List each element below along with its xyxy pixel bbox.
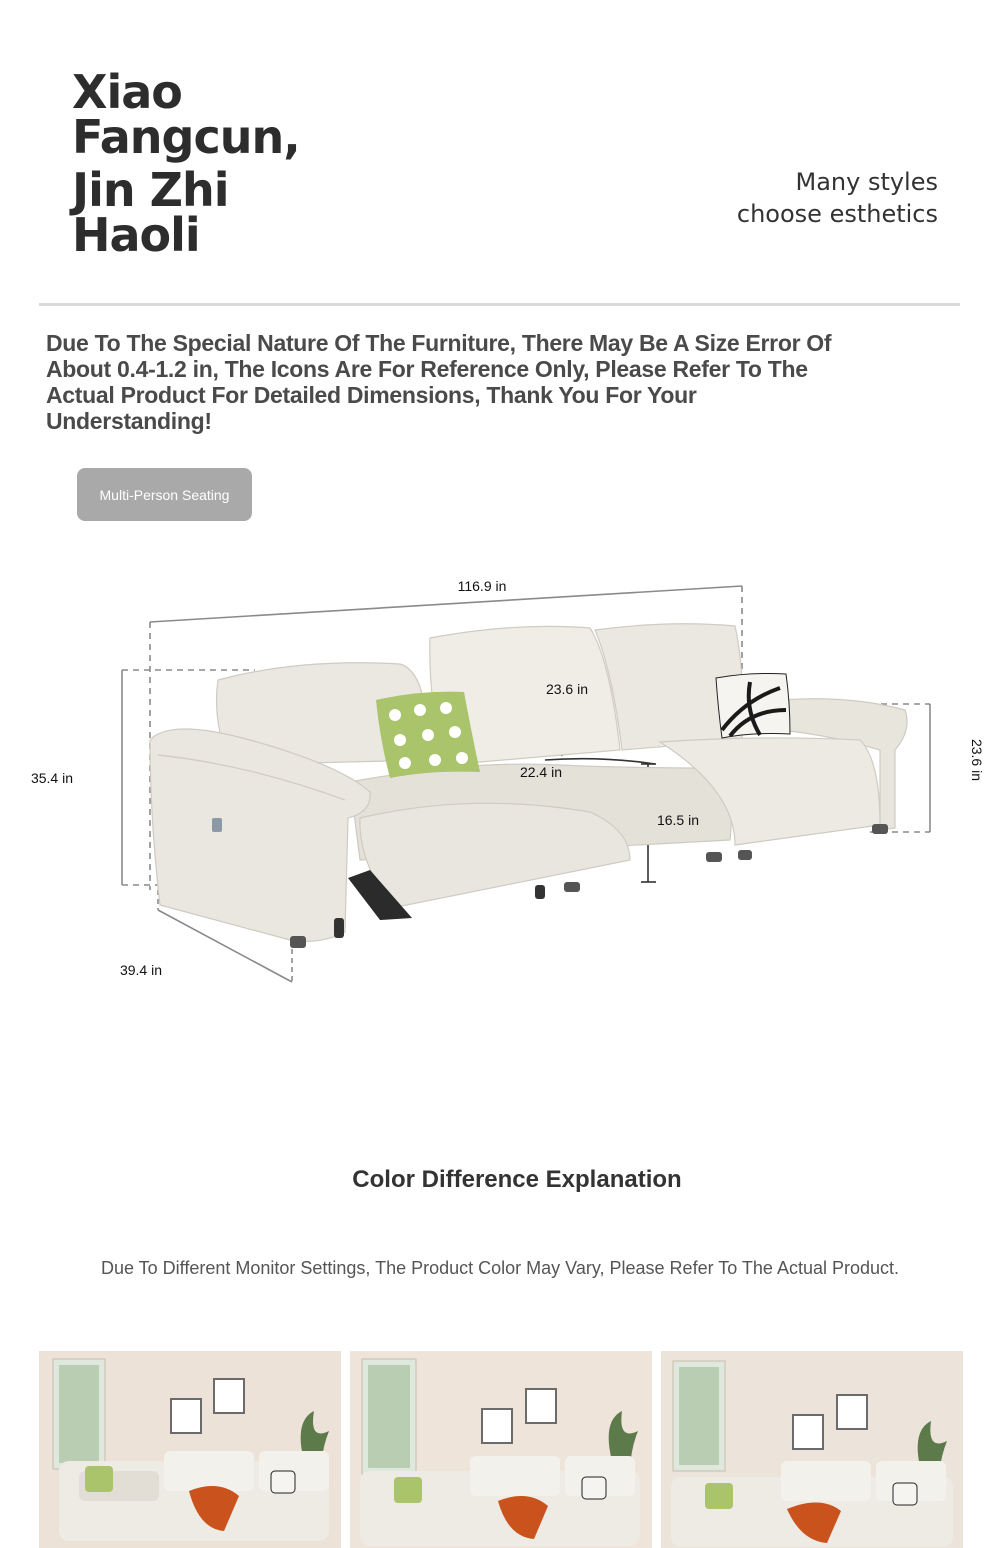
seat-height-label: 16.5 in: [656, 812, 700, 828]
tagline-line: Many styles: [795, 168, 938, 196]
size-notice: Due To The Special Nature Of The Furniture, There May Be A Size Error Of About 0.4-1.2 in, The Icons Are For Reference Only, Please Refer To The Actual Product For Detailed Dimensions, Thank You For Your Understanding!: [46, 330, 832, 434]
title-line: Fangcun,: [72, 110, 300, 164]
depth-label: 39.4 in: [119, 962, 163, 978]
tagline-line: choose esthetics: [736, 200, 938, 228]
sofa-illustration: [150, 624, 907, 948]
title-line: Jin Zhi: [72, 163, 229, 217]
color-difference-title: Color Difference Explanation: [352, 1166, 682, 1193]
total-height-label: 35.4 in: [30, 770, 74, 786]
room-photo[interactable]: [661, 1351, 963, 1548]
multi-person-seating-button[interactable]: Multi-Person Seating: [77, 468, 252, 521]
room-photo-gallery: [39, 1351, 963, 1548]
title-line: Xiao: [72, 65, 182, 119]
tagline: [737, 166, 938, 230]
title-line: Haoli: [72, 208, 200, 262]
seat-depth-label: 22.4 in: [519, 764, 563, 780]
arm-height-label: 23.6 in: [969, 738, 985, 782]
room-photo[interactable]: [39, 1351, 341, 1548]
color-difference-description: Due To Different Monitor Settings, The Product Color May Vary, Please Refer To The Actual Product.: [100, 1258, 900, 1278]
overall-width-label: 116.9 in: [457, 578, 507, 594]
divider: [39, 303, 960, 306]
room-photo[interactable]: [350, 1351, 652, 1548]
sofa-dimension-diagram: [0, 560, 1000, 1000]
back-height-label: 23.6 in: [545, 681, 589, 697]
page-title: [72, 65, 392, 262]
